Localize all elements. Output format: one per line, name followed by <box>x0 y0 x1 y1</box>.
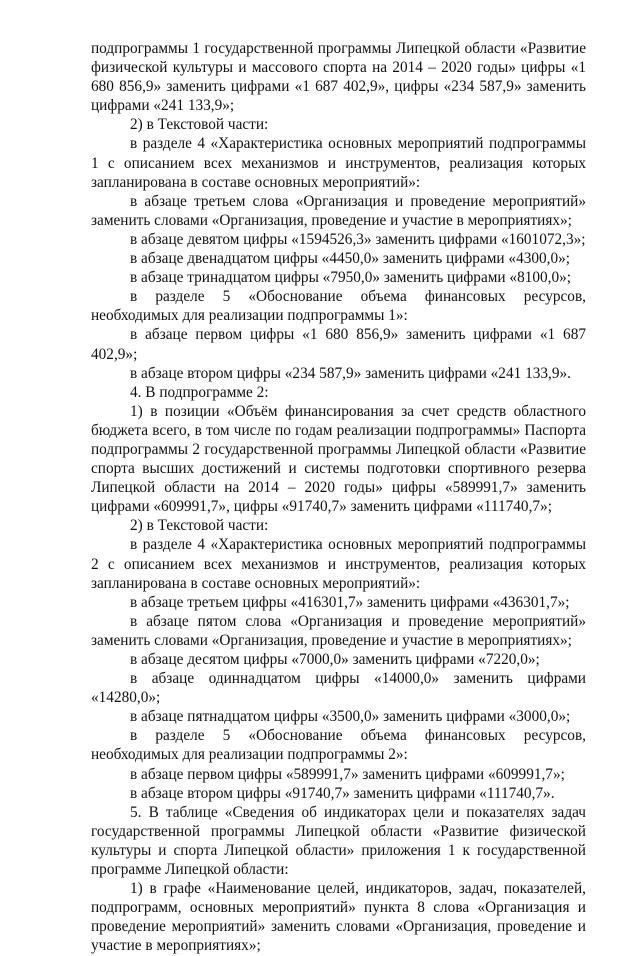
paragraph-amendment: в абзаце третьем цифры «416301,7» заменить цифрами «436301,7»; <box>130 593 570 611</box>
paragraph-amendment: в абзаце втором цифры «234 587,9» заменить цифрами «241 133,9». <box>130 364 571 382</box>
paragraph-section-5-sub-2: в разделе 5 «Обоснование объема финансовых ресурсов, необходимых для реализации подпрограммы 2»: <box>91 727 586 764</box>
paragraph-amendment: в абзаце пятнадцатом цифры «3500,0» заменить цифрами «3000,0»; <box>130 708 571 726</box>
paragraph-amendment: в абзаце девятом цифры «1594526,3» заменить цифрами «1601072,3»; <box>130 230 586 248</box>
paragraph-section-5-sub-1: в разделе 5 «Обоснование объема финансовых ресурсов, необходимых для реализации подпрограммы 1»: <box>91 288 586 325</box>
paragraph-table-amendment: 1) в графе «Наименование целей, индикаторов, задач, показателей, подпрограмм, основных мероприятий» пункта 8 слова «Организация и проведение мероприятий» заменить словами «Организация, проведение и участие в мероприятиях»; <box>91 880 586 955</box>
paragraph-amendment: в абзаце двенадцатом цифры «4450,0» заменить цифрами «4300,0»; <box>130 250 571 268</box>
paragraph-passport-amendment: 1) в позиции «Объём финансирования за счет средств областного бюджета всего, в том числе по годам реализации подпрограммы» Паспорта подпрограммы 2 государственной программы Липецкой области «Развитие спорта высших достижений и системы подготовки спортивного резерва Липецкой области на 2014 – 2020 годы» цифры «589991,7» заменить цифрами «609991,7», цифры «91740,7» заменить цифрами «111740,7»; <box>91 402 586 516</box>
paragraph-section-4-sub-2: в разделе 4 «Характеристика основных мероприятий подпрограммы 2 с описанием всех механизмов и инструментов, реализация которых запланирована в составе основных мероприятий»: <box>91 536 586 592</box>
paragraph-text-part-2: 2) в Текстовой части: <box>130 517 269 535</box>
paragraph-amendment: в абзаце третьем слова «Организация и проведение мероприятий» заменить словами «Организация, проведение и участие в мероприятиях»; <box>91 192 586 229</box>
paragraph-table-amendment-heading: 5. В таблице «Сведения об индикаторах цели и показателях задач государственной программы Липецкой области «Развитие физической культуры и спорта Липецкой области» приложения 1 к государственной программе Липецкой области: <box>91 803 586 879</box>
paragraph-amendment: в абзаце одиннадцатом цифры «14000,0» заменить цифрами «14280,0»; <box>91 670 586 707</box>
paragraph-subprogram-2-heading: 4. В подпрограмме 2: <box>130 383 269 401</box>
document-page <box>91 39 586 956</box>
paragraph-amendment: в абзаце десятом цифры «7000,0» заменить цифрами «7220,0»; <box>130 651 540 668</box>
paragraph-amendment: в абзаце пятом слова «Организация и проведение мероприятий» заменить словами «Организация, проведение и участие в мероприятиях»; <box>91 612 586 649</box>
paragraph-section-4-sub-1: в разделе 4 «Характеристика основных мероприятий подпрограммы 1 с описанием всех механизмов и инструментов, реализация которых запланирована в составе основных мероприятий»: <box>91 135 586 191</box>
paragraph-amendment: в абзаце втором цифры «91740,7» заменить цифрами «111740,7». <box>130 784 555 802</box>
paragraph-amendment: в абзаце первом цифры «1 680 856,9» заменить цифрами «1 687 402,9»; <box>91 326 586 363</box>
paragraph-text-part-1: 2) в Текстовой части: <box>130 116 269 134</box>
paragraph-amendment: в абзаце первом цифры «589991,7» заменить цифрами «609991,7»; <box>130 765 565 783</box>
paragraph-continuation: подпрограммы 1 государственной программы Липецкой области «Развитие физической культуры и массового спорта на 2014 – 2020 годы» цифры «1 680 856,9» заменить цифрами «1 687 402,9», цифры «234 587,9» заменить цифрами «241 133,9»; <box>91 40 586 115</box>
paragraph-amendment: в абзаце тринадцатом цифры «7950,0» заменить цифрами «8100,0»; <box>130 269 572 287</box>
